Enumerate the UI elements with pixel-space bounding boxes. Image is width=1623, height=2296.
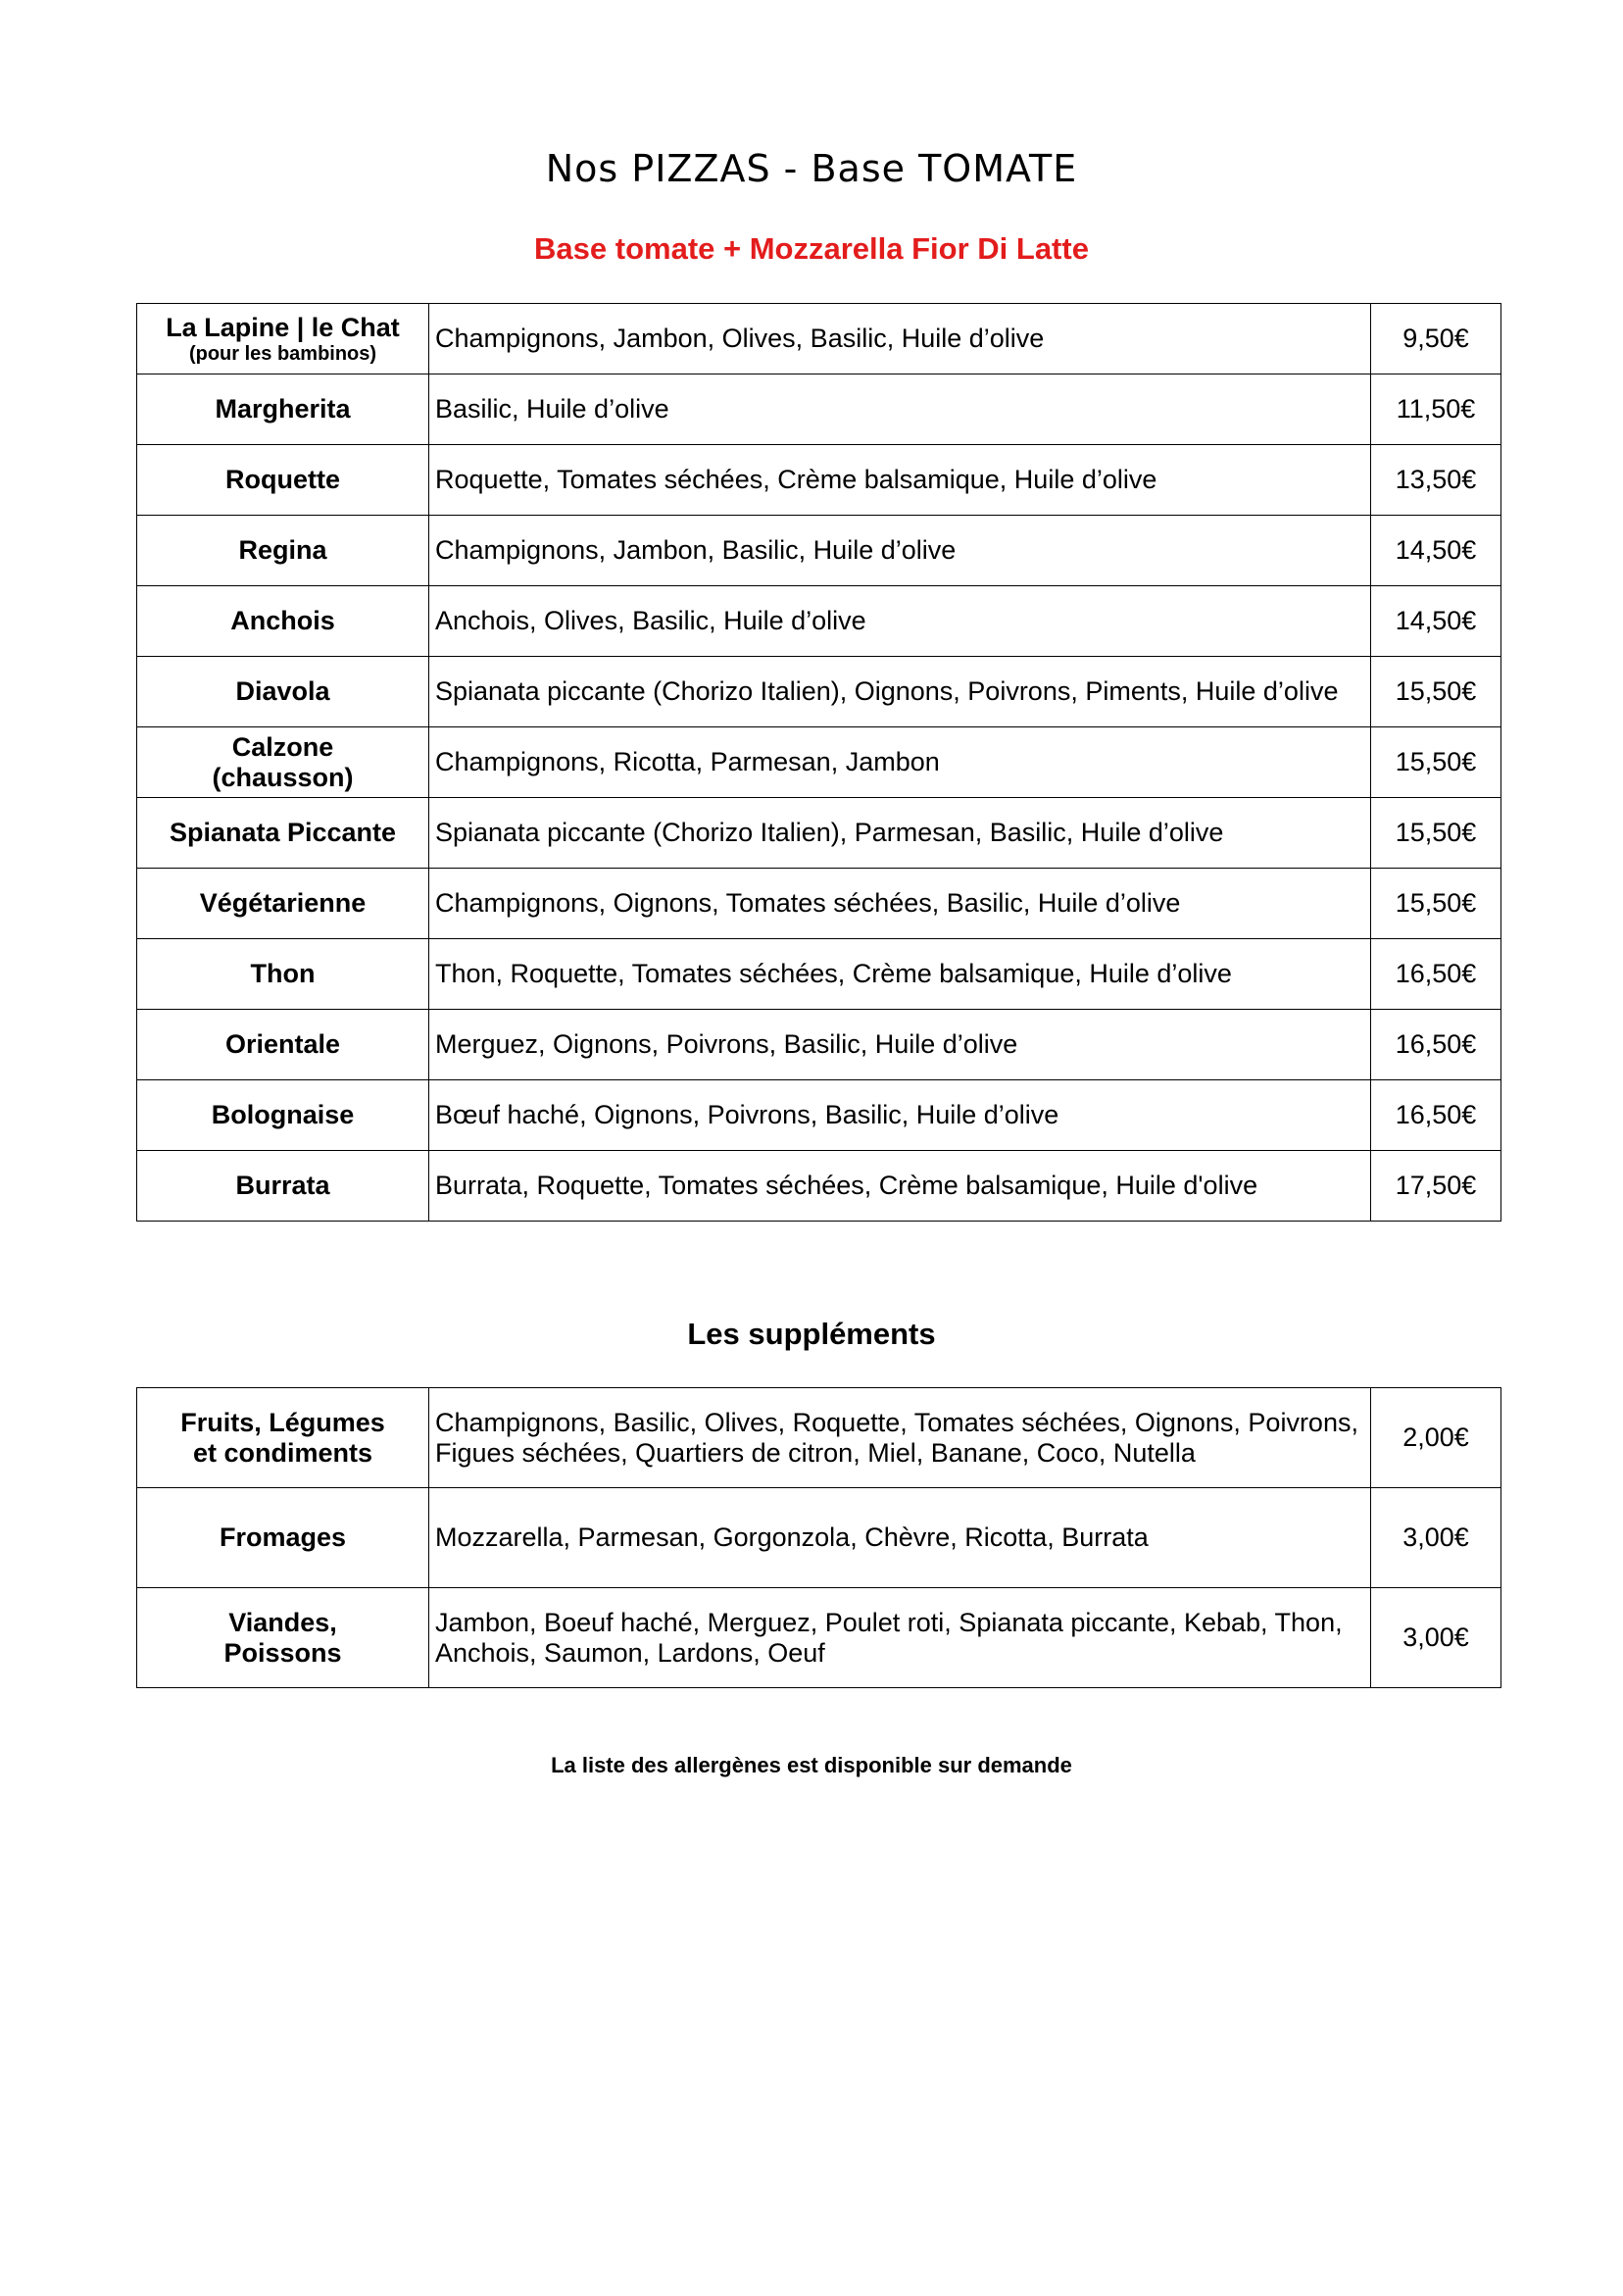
- pizza-price: 15,50€: [1371, 657, 1501, 727]
- pizza-ingredients: Merguez, Oignons, Poivrons, Basilic, Huile d’olive: [429, 1010, 1371, 1080]
- pizza-ingredients: Champignons, Ricotta, Parmesan, Jambon: [429, 727, 1371, 798]
- table-row: [137, 939, 1501, 1010]
- pizza-price: 14,50€: [1371, 586, 1501, 657]
- supplement-items-line2: Figues séchées, Quartiers de citron, Miel, Banane, Coco, Nutella: [435, 1437, 1196, 1468]
- pizza-name: Spianata Piccante: [137, 798, 429, 869]
- pizza-price: 9,50€: [1371, 304, 1501, 374]
- supplement-name: Viandes,: [228, 1607, 337, 1637]
- supplement-items: Champignons, Basilic, Olives, Roquette, Tomates séchées, Oignons, Poivrons,: [435, 1407, 1358, 1437]
- pizza-name-line2: (chausson): [212, 762, 354, 792]
- table-row: [137, 1488, 1501, 1588]
- pizza-table: [136, 303, 1501, 1222]
- table-row: [137, 374, 1501, 445]
- pizza-name: Calzone: [231, 731, 334, 762]
- pizza-name: Anchois: [137, 586, 429, 657]
- pizza-price: 15,50€: [1371, 869, 1501, 939]
- pizza-price: 16,50€: [1371, 1080, 1501, 1151]
- supplement-items-cell: [429, 1388, 1371, 1488]
- table-row: [137, 727, 1501, 798]
- pizza-price: 14,50€: [1371, 516, 1501, 586]
- page-title: Nos PIZZAS - Base TOMATE: [545, 147, 1078, 190]
- supplement-price: 3,00€: [1371, 1588, 1501, 1688]
- pizza-ingredients: Thon, Roquette, Tomates séchées, Crème balsamique, Huile d’olive: [429, 939, 1371, 1010]
- pizza-name: La Lapine | le Chat: [166, 313, 400, 342]
- pizza-name: Orientale: [137, 1010, 429, 1080]
- table-row: [137, 1080, 1501, 1151]
- pizza-name: Thon: [137, 939, 429, 1010]
- pizza-ingredients: Champignons, Oignons, Tomates séchées, Basilic, Huile d’olive: [429, 869, 1371, 939]
- pizza-price: 16,50€: [1371, 939, 1501, 1010]
- supplement-price: 3,00€: [1371, 1488, 1501, 1588]
- pizza-price: 15,50€: [1371, 798, 1501, 869]
- table-row: [137, 1588, 1501, 1688]
- supplement-price: 2,00€: [1371, 1388, 1501, 1488]
- table-row: [137, 516, 1501, 586]
- table-row: [137, 445, 1501, 516]
- supplement-name-cell: [137, 1588, 429, 1688]
- pizza-ingredients: Basilic, Huile d’olive: [429, 374, 1371, 445]
- pizza-price: 11,50€: [1371, 374, 1501, 445]
- table-row: [137, 1151, 1501, 1222]
- supplement-name: Fruits, Légumes: [180, 1407, 385, 1437]
- pizza-name: Diavola: [137, 657, 429, 727]
- pizza-price: 16,50€: [1371, 1010, 1501, 1080]
- supplement-items-cell: [429, 1588, 1371, 1688]
- pizza-ingredients: Burrata, Roquette, Tomates séchées, Crème balsamique, Huile d'olive: [429, 1151, 1371, 1222]
- table-row: [137, 657, 1501, 727]
- pizza-ingredients: Spianata piccante (Chorizo Italien), Parmesan, Basilic, Huile d’olive: [429, 798, 1371, 869]
- allergen-note: La liste des allergènes est disponible sur demande: [551, 1753, 1072, 1777]
- table-row: [137, 304, 1501, 374]
- table-row: [137, 586, 1501, 657]
- supplement-name: Fromages: [137, 1488, 429, 1588]
- pizza-name: Burrata: [137, 1151, 429, 1222]
- pizza-name: Végétarienne: [137, 869, 429, 939]
- supplement-name-line2: Poissons: [223, 1637, 342, 1668]
- pizza-price: 15,50€: [1371, 727, 1501, 798]
- pizza-price: 17,50€: [1371, 1151, 1501, 1222]
- page-subtitle: Base tomate + Mozzarella Fior Di Latte: [534, 231, 1089, 266]
- supplement-items-line2: Anchois, Saumon, Lardons, Oeuf: [435, 1637, 825, 1668]
- table-row: [137, 1010, 1501, 1080]
- pizza-ingredients: Champignons, Jambon, Olives, Basilic, Huile d’olive: [429, 304, 1371, 374]
- supplements-heading: Les suppléments: [687, 1317, 936, 1351]
- supplement-name-line2: et condiments: [192, 1437, 373, 1468]
- table-row: [137, 798, 1501, 869]
- table-row: [137, 869, 1501, 939]
- supplement-name-cell: [137, 1388, 429, 1488]
- pizza-name: Regina: [137, 516, 429, 586]
- pizza-name: Roquette: [137, 445, 429, 516]
- pizza-ingredients: Anchois, Olives, Basilic, Huile d’olive: [429, 586, 1371, 657]
- supplements-table: [136, 1387, 1501, 1688]
- pizza-ingredients: Spianata piccante (Chorizo Italien), Oignons, Poivrons, Piments, Huile d’olive: [429, 657, 1371, 727]
- pizza-note: (pour les bambinos): [188, 343, 377, 365]
- supplement-items: Jambon, Boeuf haché, Merguez, Poulet roti, Spianata piccante, Kebab, Thon,: [435, 1607, 1343, 1637]
- table-row: [137, 1388, 1501, 1488]
- pizza-name-cell: [137, 727, 429, 798]
- pizza-price: 13,50€: [1371, 445, 1501, 516]
- supplement-items: Mozzarella, Parmesan, Gorgonzola, Chèvre, Ricotta, Burrata: [429, 1488, 1371, 1588]
- pizza-name: Bolognaise: [137, 1080, 429, 1151]
- pizza-ingredients: Champignons, Jambon, Basilic, Huile d’olive: [429, 516, 1371, 586]
- pizza-ingredients: Roquette, Tomates séchées, Crème balsamique, Huile d’olive: [429, 445, 1371, 516]
- pizza-ingredients: Bœuf haché, Oignons, Poivrons, Basilic, Huile d’olive: [429, 1080, 1371, 1151]
- pizza-name: Margherita: [137, 374, 429, 445]
- pizza-name-cell: [137, 304, 429, 374]
